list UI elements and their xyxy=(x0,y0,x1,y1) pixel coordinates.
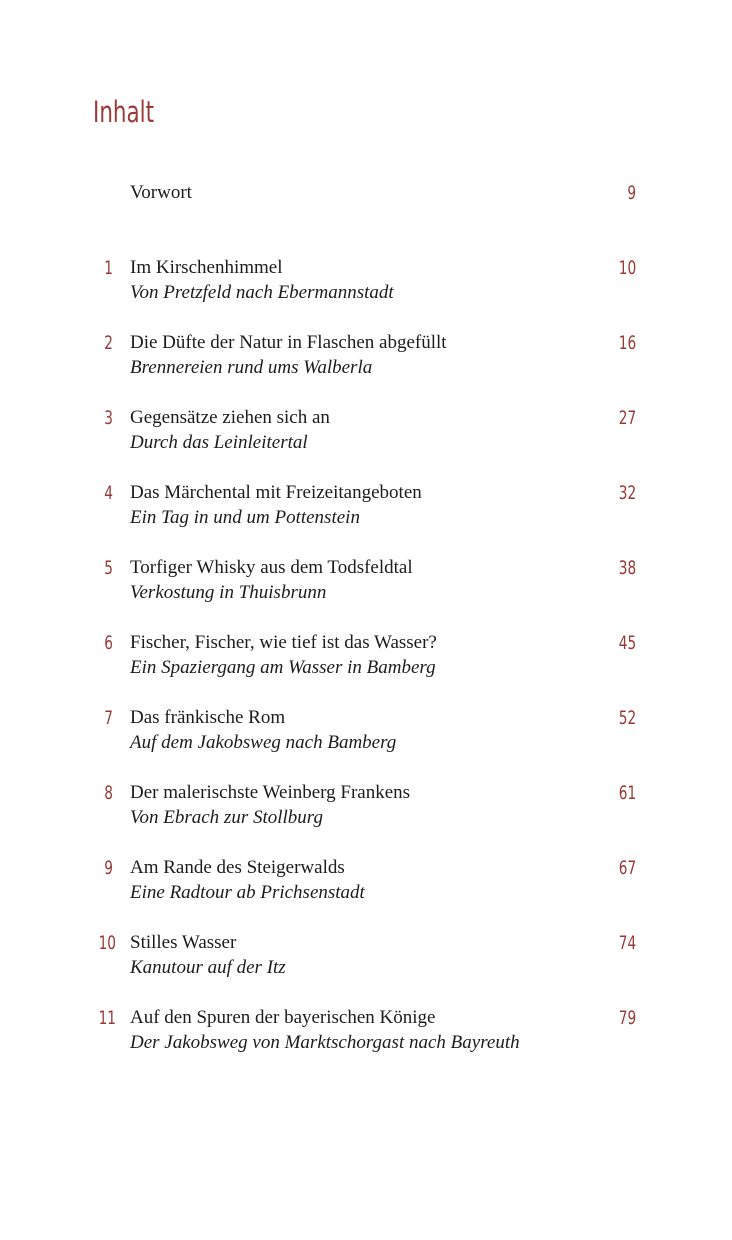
toc-entry-title: Auf den Spuren der bayerischen Könige xyxy=(130,1007,436,1028)
toc-entry-6 xyxy=(93,631,639,681)
toc-page-number: 79 xyxy=(618,1007,636,1029)
toc-entry-title: Gegensätze ziehen sich an xyxy=(130,407,330,428)
toc-page-number: 74 xyxy=(618,932,636,954)
toc-entry-subtitle: Von Pretzfeld nach Ebermannstadt xyxy=(130,282,394,303)
toc-entry-title: Stilles Wasser xyxy=(130,932,237,953)
toc-entry-title: Vorwort xyxy=(130,182,192,203)
chapter-number: 10 xyxy=(98,932,117,954)
toc-entry-title: Die Düfte der Natur in Flaschen abgefüllt xyxy=(130,332,447,353)
toc-entry-10 xyxy=(93,931,639,981)
toc-page-number: 38 xyxy=(618,557,636,579)
toc-page-number: 61 xyxy=(618,782,636,804)
toc-entry-title: Das fränkische Rom xyxy=(130,707,286,728)
toc-page-number: 16 xyxy=(618,332,636,354)
chapter-number: 9 xyxy=(104,857,113,879)
toc-entry-subtitle: Ein Spaziergang am Wasser in Bamberg xyxy=(130,657,436,678)
toc-entry-9 xyxy=(93,856,639,906)
toc-entry-title: Der malerischste Weinberg Frankens xyxy=(130,782,411,803)
page-title: Inhalt xyxy=(93,95,155,129)
toc-entry-subtitle: Der Jakobsweg von Marktschorgast nach Bayreuth xyxy=(130,1032,520,1053)
toc-entry-3 xyxy=(93,406,639,456)
toc-entry-title: Am Rande des Steigerwalds xyxy=(130,857,345,878)
toc-page-number: 9 xyxy=(627,182,636,204)
toc-entry-7 xyxy=(93,706,639,756)
chapter-number: 11 xyxy=(98,1007,117,1029)
toc-entry-subtitle: Ein Tag in und um Pottenstein xyxy=(130,507,360,528)
toc-page-number: 32 xyxy=(618,482,636,504)
toc-entry-8 xyxy=(93,781,639,831)
toc-page-number: 52 xyxy=(618,707,636,729)
toc-entry-subtitle: Eine Radtour ab Prichsenstadt xyxy=(130,882,365,903)
toc-entry-title: Fischer, Fischer, wie tief ist das Wasser? xyxy=(130,632,437,653)
toc-entry-preface xyxy=(93,181,639,231)
toc-entry-subtitle: Von Ebrach zur Stollburg xyxy=(130,807,323,828)
toc-entry-subtitle: Verkostung in Thuisbrunn xyxy=(130,582,327,603)
toc-page-number: 45 xyxy=(618,632,636,654)
toc-entry-title: Torfiger Whisky aus dem Todsfeldtal xyxy=(130,557,413,578)
toc-entry-11 xyxy=(93,1006,639,1056)
toc-entry-4 xyxy=(93,481,639,531)
chapter-number: 6 xyxy=(104,632,113,654)
toc-page-number: 27 xyxy=(618,407,636,429)
chapter-number: 8 xyxy=(104,782,113,804)
chapter-number: 4 xyxy=(104,482,113,504)
toc-page-number: 67 xyxy=(618,857,636,879)
chapter-number: 7 xyxy=(104,707,113,729)
chapter-number: 2 xyxy=(104,332,113,354)
chapter-number: 1 xyxy=(104,257,113,279)
chapter-number: 3 xyxy=(104,407,113,429)
toc-entry-2 xyxy=(93,331,639,381)
toc-page-number: 10 xyxy=(618,257,636,279)
toc-entry-subtitle: Kanutour auf der Itz xyxy=(130,957,286,978)
toc-entry-subtitle: Auf dem Jakobsweg nach Bamberg xyxy=(130,732,397,753)
chapter-number: 5 xyxy=(104,557,113,579)
toc-entry-5 xyxy=(93,556,639,606)
toc-entry-subtitle: Brennereien rund ums Walberla xyxy=(130,357,373,378)
toc-entry-title: Im Kirschenhimmel xyxy=(130,257,283,278)
toc-entry-1 xyxy=(93,256,639,306)
toc-entry-title: Das Märchental mit Freizeitangeboten xyxy=(130,482,422,503)
toc-entry-subtitle: Durch das Leinleitertal xyxy=(130,432,308,453)
